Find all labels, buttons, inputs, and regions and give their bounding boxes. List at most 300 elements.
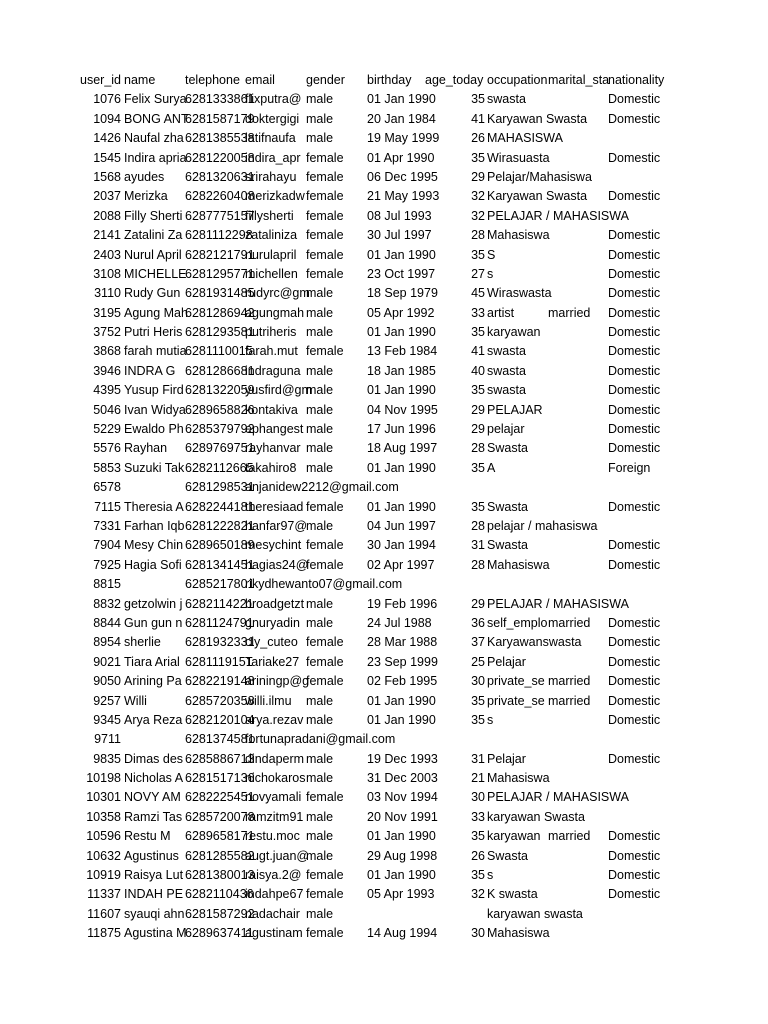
cell-age-today: 29 — [471, 169, 485, 184]
cell-occupation: karyawan Swasta — [487, 809, 585, 824]
cell-gender: female — [306, 169, 344, 184]
cell-telephone: 6285379792 — [185, 422, 255, 437]
cell-telephone: 6281295771 — [185, 266, 255, 281]
cell-occupation: A — [487, 460, 496, 475]
cell-marital-status — [548, 362, 606, 381]
cell-nationality: Domestic — [608, 615, 661, 630]
cell-birthday: 04 Nov 1995 — [367, 402, 438, 417]
cell-name: getzolwin j — [124, 596, 183, 611]
cell-marital-status — [548, 556, 606, 575]
col-header-occupation: occupation — [487, 73, 548, 87]
cell-user-id: 9021 — [93, 654, 121, 669]
cell-age-today: 35 — [471, 92, 485, 107]
cell-birthday: 13 Feb 1984 — [367, 344, 438, 359]
cell-user-id: 11337 — [87, 887, 121, 902]
cell-name: Mesy Chin — [124, 538, 184, 553]
cell-nationality — [608, 808, 666, 827]
table-row — [0, 401, 768, 420]
cell-email: arya.rezav — [245, 712, 304, 727]
cell-occupation: K swasta — [487, 887, 538, 902]
cell-age-today: 26 — [471, 131, 485, 146]
cell-telephone: 6281320631 — [185, 169, 255, 184]
cell-occupation: s — [487, 868, 494, 883]
cell-email: dindaperm — [245, 751, 305, 766]
cell-age-today — [425, 730, 485, 749]
cell-name: Nurul April — [124, 247, 182, 262]
cell-gender: female — [306, 499, 344, 514]
cell-email: rayhanvar — [245, 441, 301, 456]
table-row — [0, 711, 768, 730]
cell-occupation: swasta — [487, 92, 526, 107]
cell-name: Naufal zha — [124, 131, 184, 146]
cell-gender: male — [306, 460, 334, 475]
cell-gender: male — [306, 848, 334, 863]
cell-gender: female — [306, 868, 344, 883]
table-row — [0, 478, 768, 497]
cell-telephone: 6287775157 — [185, 208, 255, 223]
cell-email: rudyrc@gm — [245, 286, 310, 301]
cell-user-id: 3868 — [93, 344, 121, 359]
cell-user-id: 9345 — [93, 712, 121, 727]
cell-nationality — [608, 129, 666, 148]
table-row — [0, 866, 768, 885]
cell-user-id: 3946 — [93, 363, 121, 378]
cell-gender: male — [306, 518, 334, 533]
cell-name: Raisya Lut — [124, 868, 184, 883]
cell-occupation: private_se — [487, 674, 545, 689]
cell-nationality: Domestic — [608, 228, 661, 243]
cell-gender: male — [306, 111, 334, 126]
cell-user-id: 1426 — [93, 131, 121, 146]
cell-birthday: 06 Dec 1995 — [367, 169, 438, 184]
cell-age-today: 35 — [471, 460, 485, 475]
cell-occupation — [487, 730, 547, 749]
cell-name: Farhan Iqb — [124, 518, 185, 533]
cell-email: michellen — [245, 266, 298, 281]
cell-user-id: 11875 — [87, 926, 121, 941]
cell-telephone: 6282120104 — [185, 712, 255, 727]
cell-name: Willi — [124, 693, 147, 708]
cell-nationality — [608, 168, 666, 187]
cell-gender: male — [306, 596, 334, 611]
cell-birthday: 03 Nov 1994 — [367, 790, 438, 805]
cell-marital-status — [548, 575, 606, 594]
cell-user-id: 10301 — [86, 790, 121, 805]
cell-name: INDRA G — [124, 363, 176, 378]
cell-name: Theresia A — [124, 499, 184, 514]
cell-user-id: 10632 — [86, 848, 121, 863]
cell-nationality: Domestic — [608, 538, 661, 553]
cell-age-today: 27 — [471, 266, 485, 281]
cell-email: hanfar97@ — [245, 518, 308, 533]
table-row — [0, 342, 768, 361]
cell-name: INDAH PE — [124, 887, 184, 902]
cell-marital-status — [548, 381, 606, 400]
cell-occupation: Swasta — [487, 848, 528, 863]
cell-gender: male — [306, 305, 334, 320]
cell-age-today: 26 — [471, 848, 485, 863]
table-row — [0, 808, 768, 827]
cell-telephone: 6289637411 — [185, 926, 254, 941]
table-row — [0, 885, 768, 904]
cell-age-today: 41 — [471, 344, 485, 359]
cell-name: Ewaldo Ph — [124, 422, 184, 437]
cell-birthday: 19 May 1999 — [367, 131, 440, 146]
cell-marital-status — [548, 653, 606, 672]
table-row — [0, 284, 768, 303]
col-header-birthday: birthday — [367, 73, 412, 87]
cell-name — [124, 575, 184, 594]
cell-email: farah.mut — [245, 344, 298, 359]
cell-age-today: 40 — [471, 363, 485, 378]
cell-user-id: 8954 — [93, 635, 121, 650]
cell-gender: male — [306, 906, 334, 921]
cell-nationality — [608, 905, 666, 924]
cell-nationality — [608, 478, 666, 497]
cell-nationality: Domestic — [608, 674, 661, 689]
cell-nationality: Domestic — [608, 848, 661, 863]
cell-marital-status — [548, 536, 606, 555]
cell-marital-status — [548, 498, 606, 517]
cell-email: gnuryadin — [245, 615, 300, 630]
cell-email: yusfird@gm — [245, 383, 312, 398]
cell-marital-status — [548, 420, 606, 439]
cell-occupation: Karyawanswasta — [487, 635, 582, 650]
cell-nationality: Domestic — [608, 441, 661, 456]
cell-birthday: 08 Jul 1993 — [367, 208, 432, 223]
cell-marital-status — [548, 439, 606, 458]
cell-user-id: 2037 — [93, 189, 121, 204]
cell-occupation: self_emplo — [487, 615, 548, 630]
cell-telephone: 6281110015 — [185, 344, 253, 359]
cell-nationality — [608, 517, 666, 536]
table-row — [0, 187, 768, 206]
cell-gender: male — [306, 751, 334, 766]
header-row — [0, 71, 768, 90]
cell-name: Dimas des — [124, 751, 184, 766]
cell-occupation: Mahasiswa — [487, 557, 550, 572]
cell-occupation: Karyawan Swasta — [487, 111, 588, 126]
cell-user-id: 9257 — [93, 693, 121, 708]
cell-occupation: Mahasiswa — [487, 926, 550, 941]
cell-email: theresiaad — [245, 499, 304, 514]
cell-age-today: 33 — [471, 809, 485, 824]
cell-user-id: 5046 — [93, 402, 121, 417]
cell-occupation: Pelajar — [487, 751, 526, 766]
cell-gender: female — [306, 266, 344, 281]
cell-occupation: Pelajar/Mahasiswa — [487, 169, 592, 184]
cell-nationality: Domestic — [608, 325, 661, 340]
cell-birthday: 01 Jan 1990 — [367, 325, 436, 340]
cell-email: ariningp@g — [245, 674, 310, 689]
cell-telephone: 6282219148 — [185, 674, 255, 689]
table-row — [0, 110, 768, 129]
cell-name: Agung Mah — [124, 305, 188, 320]
cell-telephone: 6281931485 — [185, 286, 255, 301]
cell-name: Rudy Gun — [124, 286, 181, 301]
cell-marital-status — [548, 847, 606, 866]
table-row — [0, 323, 768, 342]
cell-gender: male — [306, 422, 334, 437]
cell-birthday: 30 Jul 1997 — [367, 228, 432, 243]
cell-marital-status — [548, 750, 606, 769]
cell-occupation: private_se — [487, 693, 545, 708]
cell-telephone: 6289658171 — [185, 829, 255, 844]
cell-marital-status — [548, 265, 606, 284]
cell-occupation: swasta — [487, 363, 526, 378]
cell-email: Tariake27 — [245, 654, 300, 669]
table-row — [0, 769, 768, 788]
cell-user-id: 3110 — [94, 286, 121, 301]
cell-name: syauqi ahn — [124, 906, 185, 921]
cell-gender: female — [306, 926, 344, 941]
cell-user-id: 1094 — [93, 111, 121, 126]
cell-age-today: 30 — [471, 790, 485, 805]
cell-user-id: 3195 — [93, 305, 121, 320]
cell-user-id: 9835 — [93, 751, 121, 766]
cell-email: mesychint — [245, 538, 302, 553]
table-row — [0, 207, 768, 226]
table-row — [0, 672, 768, 691]
cell-name: Ivan Widya — [124, 402, 186, 417]
table-row — [0, 692, 768, 711]
cell-age-today: 29 — [471, 402, 485, 417]
cell-nationality: Domestic — [608, 654, 661, 669]
cell-gender: female — [306, 674, 344, 689]
cell-occupation: karyawan swasta — [487, 906, 583, 921]
cell-birthday: 18 Jan 1985 — [367, 363, 436, 378]
cell-telephone: 6282225451 — [185, 790, 255, 805]
cell-gender: male — [306, 383, 334, 398]
cell-telephone: 6289658826 — [185, 402, 255, 417]
cell-marital-status — [548, 342, 606, 361]
cell-marital-status — [548, 90, 606, 109]
cell-gender: female — [306, 790, 344, 805]
cell-nationality — [608, 924, 666, 943]
cell-name: Rayhan — [124, 441, 168, 456]
cell-occupation: Wiraswasta — [487, 286, 552, 301]
cell-email: zataliniza — [245, 228, 298, 243]
cell-birthday: 01 Jan 1990 — [367, 868, 436, 883]
cell-nationality: Domestic — [608, 266, 661, 281]
cell-user-id: 10198 — [86, 771, 121, 786]
col-header-marital-status: marital_sta — [548, 73, 610, 87]
table-row — [0, 420, 768, 439]
cell-age-today: 36 — [471, 615, 485, 630]
cell-name: Putri Heris — [124, 325, 183, 340]
cell-nationality: Domestic — [608, 92, 661, 107]
cell-gender: female — [306, 654, 344, 669]
table-row — [0, 362, 768, 381]
cell-email: novyamali — [245, 790, 302, 805]
cell-nationality — [608, 575, 666, 594]
cell-name: MICHELLE — [124, 266, 187, 281]
cell-marital-status — [548, 730, 606, 749]
cell-telephone: 6281220058 — [185, 150, 255, 165]
cell-occupation: S — [487, 247, 496, 262]
cell-email: kontakiva — [245, 402, 298, 417]
cell-gender: male — [306, 286, 334, 301]
cell-birthday: 05 Apr 1992 — [367, 305, 435, 320]
cell-email: indira_apr — [245, 150, 301, 165]
table-row — [0, 498, 768, 517]
cell-nationality: Domestic — [608, 868, 661, 883]
table-row — [0, 265, 768, 284]
cell-nationality: Domestic — [608, 383, 661, 398]
cell-nationality — [608, 730, 666, 749]
cell-nationality: Domestic — [608, 693, 661, 708]
col-header-telephone: telephone — [185, 73, 240, 87]
cell-marital-status — [548, 149, 606, 168]
cell-nationality: Domestic — [608, 111, 661, 126]
cell-name: BONG ANT — [124, 111, 189, 126]
table-row — [0, 381, 768, 400]
col-header-email: email — [245, 73, 275, 87]
table-row — [0, 149, 768, 168]
cell-name: Filly Sherti — [124, 208, 183, 223]
table-row — [0, 575, 768, 594]
cell-user-id: 5576 — [93, 441, 121, 456]
cell-birthday: 01 Jan 1990 — [367, 499, 436, 514]
cell-user-id: 5229 — [93, 422, 121, 437]
cell-gender: male — [306, 771, 334, 786]
cell-telephone: 6282260408 — [185, 189, 255, 204]
cell-user-id: 10919 — [86, 868, 121, 883]
table-row — [0, 827, 768, 846]
cell-occupation: PELAJAR / MAHASISWA — [487, 596, 629, 611]
cell-telephone: 6289650189 — [185, 538, 255, 553]
cell-name: Yusup Fird — [124, 383, 184, 398]
col-header-age-today: age_today — [425, 73, 484, 87]
cell-birthday: 31 Dec 2003 — [367, 771, 438, 786]
cell-email: nadachair — [245, 906, 300, 921]
cell-nationality: Domestic — [608, 402, 661, 417]
cell-user-id: 3752 — [93, 325, 121, 340]
cell-user-id: 10596 — [86, 829, 121, 844]
cell-gender: male — [306, 829, 334, 844]
col-header-nationality: nationality — [608, 73, 665, 87]
table-row — [0, 168, 768, 187]
cell-age-today — [425, 905, 485, 924]
cell-occupation: artist — [487, 305, 515, 320]
cell-email: rikydhewanto07@gmail.com — [245, 577, 403, 592]
cell-name: Agustina M — [124, 926, 187, 941]
cell-marital-status — [548, 924, 606, 943]
cell-name — [124, 478, 184, 497]
table-row — [0, 304, 768, 323]
cell-user-id: 1076 — [93, 92, 121, 107]
cell-email: augt.juan@ — [245, 848, 310, 863]
cell-marital-status — [548, 401, 606, 420]
cell-birthday: 01 Jan 1990 — [367, 383, 436, 398]
cell-email: cly_cuteo — [245, 635, 298, 650]
cell-email: willi.ilmu — [245, 693, 292, 708]
cell-gender: male — [306, 712, 334, 727]
cell-gender: female — [306, 150, 344, 165]
cell-age-today — [425, 575, 485, 594]
table-row — [0, 459, 768, 478]
cell-age-today: 25 — [471, 654, 485, 669]
cell-email: srirahayu — [245, 169, 297, 184]
cell-email: latifnaufa — [245, 131, 296, 146]
cell-gender: male — [306, 131, 334, 146]
cell-age-today: 41 — [471, 111, 485, 126]
cell-telephone: 6282244181 — [185, 499, 255, 514]
cell-birthday: 01 Jan 1990 — [367, 247, 436, 262]
table-row — [0, 556, 768, 575]
cell-marital-status — [548, 226, 606, 245]
cell-user-id: 8815 — [93, 577, 121, 592]
cell-email: fortunapradani@gmail.com — [245, 732, 396, 747]
cell-birthday: 14 Aug 1994 — [367, 926, 438, 941]
spreadsheet — [0, 71, 768, 944]
cell-marital-status — [548, 323, 606, 342]
cell-telephone: 6285217801 — [185, 577, 255, 592]
cell-age-today: 35 — [471, 247, 485, 262]
cell-nationality: Foreign — [608, 460, 651, 475]
table-row — [0, 90, 768, 109]
cell-user-id: 11607 — [87, 906, 121, 921]
cell-email: broadgetzt — [245, 596, 305, 611]
cell-occupation — [487, 575, 547, 594]
cell-age-today: 31 — [471, 751, 485, 766]
cell-birthday: 17 Jun 1996 — [367, 422, 436, 437]
cell-telephone: 6282114221 — [185, 596, 254, 611]
cell-occupation: pelajar — [487, 422, 525, 437]
cell-gender: male — [306, 325, 334, 340]
cell-user-id: 5853 — [93, 460, 121, 475]
cell-occupation: Swasta — [487, 538, 528, 553]
cell-name: Indira apria — [124, 150, 187, 165]
cell-birthday: 01 Jan 1990 — [367, 712, 436, 727]
cell-birthday — [367, 905, 425, 924]
cell-email: restu.moc — [245, 829, 300, 844]
cell-birthday: 18 Aug 1997 — [367, 441, 438, 456]
cell-birthday: 29 Aug 1998 — [367, 848, 438, 863]
cell-name: NOVY AM — [124, 790, 181, 805]
cell-nationality: Domestic — [608, 344, 661, 359]
cell-email: fillysherti — [245, 208, 294, 223]
cell-age-today: 29 — [471, 422, 485, 437]
cell-occupation: Pelajar — [487, 654, 526, 669]
cell-telephone: 6289769751 — [185, 441, 255, 456]
cell-telephone: 6281380013 — [185, 868, 255, 883]
cell-gender: female — [306, 887, 344, 902]
cell-telephone: 6281517136 — [185, 771, 255, 786]
cell-marital-status: married — [548, 829, 591, 844]
cell-telephone: 6281286681 — [185, 363, 255, 378]
cell-age-today: 35 — [471, 499, 485, 514]
cell-email: raisya.2@ — [245, 868, 302, 883]
table-body — [0, 90, 768, 943]
cell-gender: male — [306, 809, 334, 824]
table-row — [0, 653, 768, 672]
cell-birthday: 02 Apr 1997 — [367, 557, 435, 572]
cell-user-id: 4395 — [93, 383, 121, 398]
cell-gender: male — [306, 441, 334, 456]
cell-name: ayudes — [124, 169, 165, 184]
cell-nationality: Domestic — [608, 499, 661, 514]
cell-occupation: Swasta — [487, 441, 528, 456]
table-row — [0, 847, 768, 866]
cell-email: hagias24@ — [245, 557, 309, 572]
cell-gender: male — [306, 615, 334, 630]
cell-birthday: 02 Feb 1995 — [367, 674, 438, 689]
cell-age-today: 35 — [471, 829, 485, 844]
cell-birthday: 24 Jul 1988 — [367, 615, 432, 630]
cell-marital-status — [548, 459, 606, 478]
cell-occupation: karyawan — [487, 829, 541, 844]
